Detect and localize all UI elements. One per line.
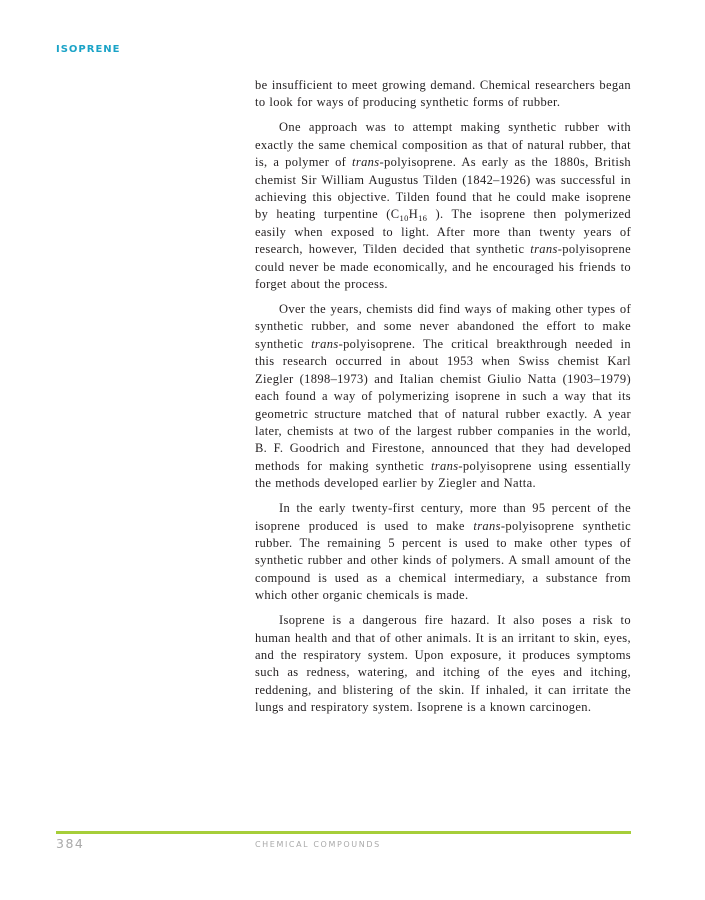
paragraph-4 xyxy=(255,500,631,604)
subscript: 10 xyxy=(399,213,409,224)
text-run: -polyisoprene. The critical breakthrough needed in this research occurred in about 1953 when Swiss chemist Karl Ziegler (1898–1973) and Italian chemist Giulio Natta (1903–1979) each found a way of polymerizing isoprene in such a way that its geometric structure matched that of natural rubber exactly. A year later, chemists at two of the largest rubber companies in the world, B. F. Goodrich and Firestone, announced that they had developed methods for making synthetic xyxy=(255,336,631,473)
text-run: One approach was to attempt making synthetic rubber with exactly the same chemical composition as that of natural rubber, that is, a polymer of xyxy=(255,120,631,170)
italic-term: trans xyxy=(430,458,459,473)
italic-term: trans xyxy=(352,155,380,170)
text-run: -polyisoprene synthetic rubber. The remaining 5 percent is used to make other types of synthetic rubber and other kinds of polymers. A small amount of the compound is used as a chemical intermediary, a substance from which other organic chemicals is made. xyxy=(255,518,632,603)
italic-term: trans xyxy=(473,518,501,533)
paragraph-1: be insufficient to meet growing demand. Chemical researchers began to look for ways of producing synthetic forms of rubber. xyxy=(255,78,631,110)
paragraph-3 xyxy=(255,301,631,492)
body-text xyxy=(255,77,631,724)
footer-rule xyxy=(56,831,631,834)
paragraph-5: Isoprene is a dangerous fire hazard. It also poses a risk to human health and that of other animals. It is an irritant to skin, eyes, and the respiratory system. Upon exposure, it produces symptoms such as redness, watering, and itching of the eyes and itching, reddening, and blistering of the skin. If inhaled, it can irritate the lungs and respiratory system. Isoprene is a known carcinogen. xyxy=(255,613,631,715)
subscript: 16 xyxy=(418,213,428,224)
footer-book-title: CHEMICAL COMPOUNDS xyxy=(255,840,381,849)
text-run: -polyisoprene could never be made economically, and he encouraged his friends to forget about the process. xyxy=(255,242,631,292)
paragraph-2 xyxy=(255,119,631,293)
running-head: ISOPRENE xyxy=(56,44,121,55)
page-number: 384 xyxy=(56,836,85,851)
text-run: -polyisoprene. As early as the 1880s, British chemist Sir William Augustus Tilden (1842–1926) was successful in achieving this objective. Tilden found that he could make isoprene by heating turpentine (C xyxy=(255,155,632,222)
italic-term: trans xyxy=(311,336,339,351)
text-run: ). The isoprene then polymerized easily when exposed to light. After more than twenty years of research, however, Tilden decided that synthetic xyxy=(255,207,632,257)
text-run: H xyxy=(408,207,419,222)
text-run: In the early twenty-first century, more than 95 percent of the isoprene produced is used to make xyxy=(255,501,631,533)
text-run: -polyisoprene using essentially the methods developed earlier by Ziegler and Natta. xyxy=(255,458,631,491)
italic-term: trans xyxy=(530,242,558,257)
text-run: Over the years, chemists did find ways of making other types of synthetic rubber, and some never abandoned the effort to make synthetic xyxy=(255,302,631,351)
